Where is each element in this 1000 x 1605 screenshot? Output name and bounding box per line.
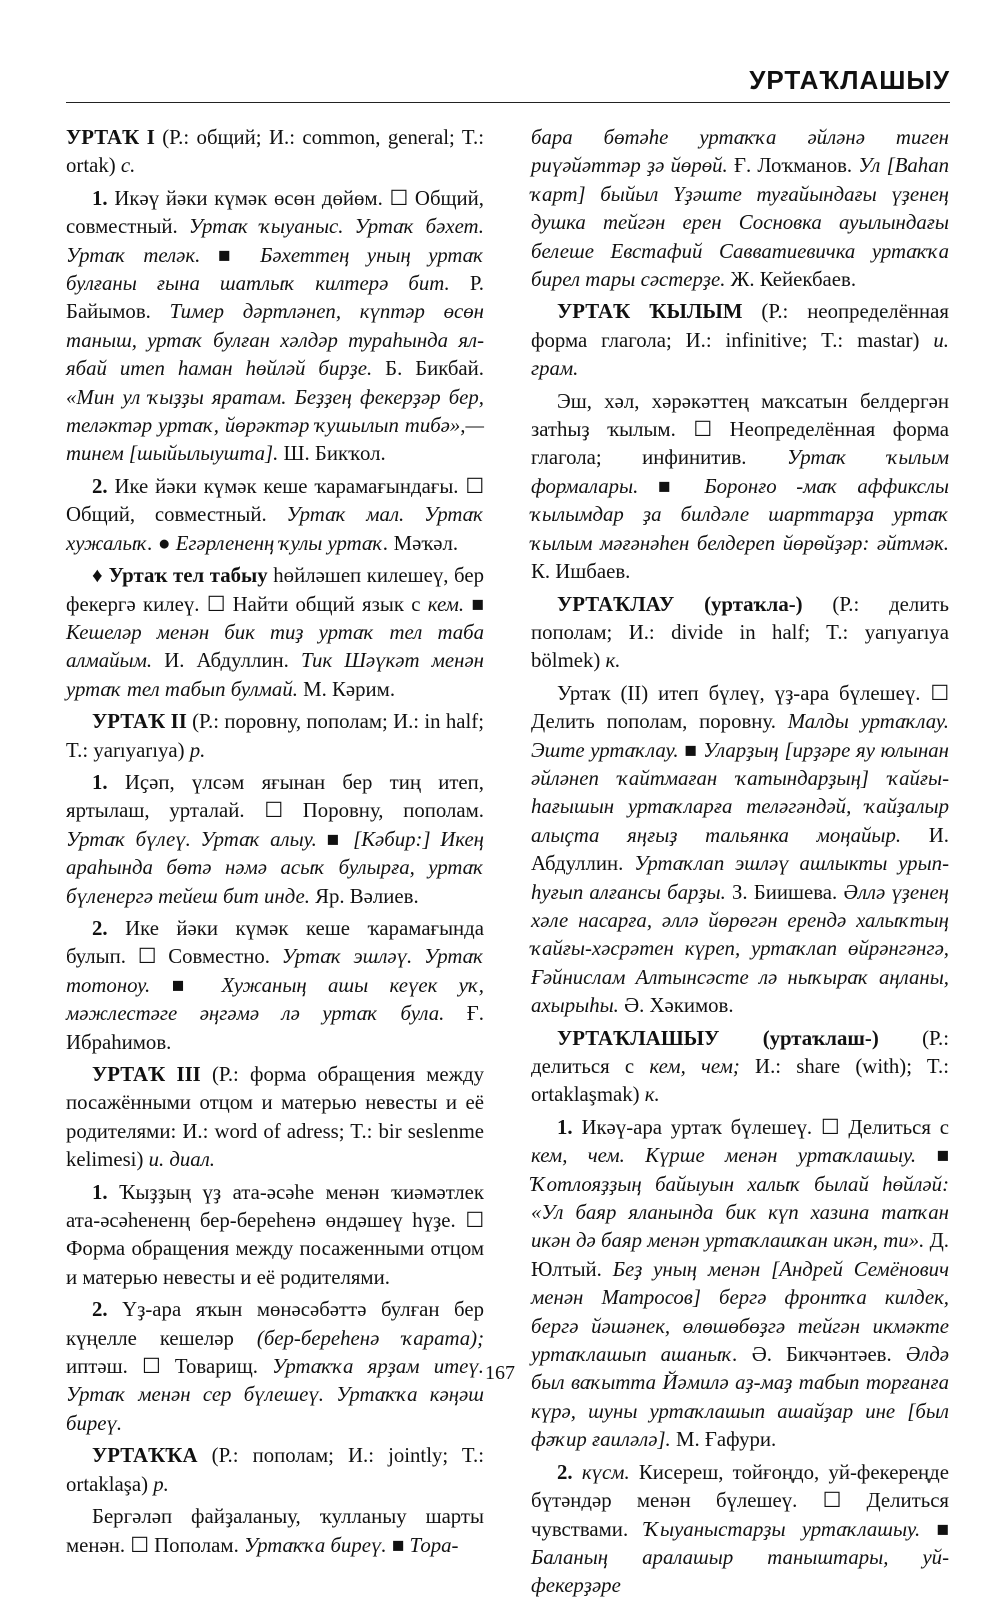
- entry-urtaq-qylym-definition: Эш, хәл, хәрәкәттең маҡсатын белдергән затһыҙ ҡылым. ☐ Неопределённая форма глагола; инфинитив. Уртаҡ ҡылым формалары. ■ Боронғо -маҡ аффикслы ҡылымдар ҙа билдәле шарттарҙа уртаҡ ҡылым мәғәнәһен белдереп йөрөйҙәр: әйтмәк. К. Ишбаев.: [531, 389, 949, 584]
- entry-urtaq-1-head: УРТАҠ I (Р.: общий; И.: common, general; T.: ortak) c.: [66, 126, 484, 178]
- entry-urtaq-2-sense-2: 2. Ике йәки күмәк кеше ҡарамағында булып. ☐ Совместно. Уртаҡ эшләү. Уртаҡ тотоноу. ■ Хужаның ашы кеүек уҡ, мәжлестәге әңгәмә лә уртаҡ була. Ғ. Ибраһимов.: [66, 916, 485, 1054]
- entry-urtaq-qylym-head: УРТАҠ ҠЫЛЫМ (Р.: неопределённая форма глагола; И.: infinitive; T.: mastar) и. грам.: [531, 300, 949, 381]
- entry-urtaqlashyu-head: УРТАҠЛАШЫУ (уртаҡлаш-) (Р.: делиться с кем, чем; И.: share (with); T.: ortaklaşmak) к.: [531, 1026, 949, 1107]
- entry-urtaqlashyu-sense-2: 2. күсм. Кисереш, тойғоңдо, уй-фекереңде бүтәндәр менән бүлешеү. ☐ Делиться чувствами. Ҡыуаныстарҙы уртаҡлашыу. ■ Баланың аралашыр таныштары, уй-фекерҙәре: [531, 1460, 949, 1598]
- entry-urtaq-1-sense-2: 2. Ике йәки күмәк кеше ҡарамағындағы. ☐ Общий, совместный. Уртаҡ мал. Уртаҡ хужалыҡ. ● Егәрлененң ҡулы уртаҡ. Мәҡәл.: [66, 474, 484, 555]
- entry-urtaqlau-definition: Уртаҡ (II) итеп бүлеү, үҙ-ара бүлешеү. ☐ Делить пополам, поровну. Малды уртаҡлау. Эште уртаҡлау. ■ Уларҙың [ирҙәре яу юлынан әйләнеп ҡайтмаған ҡатындарҙың] ҡайғы-һағышын уртаҡларға теләгәндәй, ҡайҙалыр алыҫта яңғыҙ тальянка моңайыр. И. Абдуллин. Уртаҡлап эшләү ашлыкты урып-һуғып алғансы барҙы. З. Биишева. Әллә үҙенең хәле насарға, әллә йөрөгән ерендә халыҡтың ҡайғы-хәсрәтен күреп, уртаҡлап өйрәнгәнгә, Ғәйнислам Алтынсәсте лә ныҡыраҡ аңланы, ахырыһы. Ә. Хәкимов.: [531, 681, 950, 1018]
- entry-urtaqqa-definition: Бергәләп файҙаланыу, ҡулланыу шарты менән. ☐ Пополам. Уртаҡҡа биреү. ■ Тора-: [66, 1505, 484, 1557]
- running-header: [66, 56, 950, 103]
- entry-urtaq-2-head: УРТАҠ II (Р.: поровну, пополам; И.: in half; T.: yarıyarıya) р.: [66, 710, 484, 762]
- entry-urtaqlau-head: УРТАҠЛАУ (уртаҡла-) (Р.: делить пополам; И.: divide in half; T.: yarıyarıya bölmek) к.: [531, 592, 949, 673]
- entry-urtaqqa-continuation: бара бөтәһе уртаҡҡа әйләнә тиген риүәйәттәр ҙә йөрөй. Ғ. Лоҡманов. Ул [Ваһап ҡарт] быйыл Үҙәште туғайындағы үҙенең душка тейгән ерен Сосновка ауылындағы белеше Евстафий Савватиевичка уртаҡҡа бирел тары сәстерҙе. Ж. Кейекбаев.: [531, 126, 949, 292]
- left-column: [66, 124, 484, 1564]
- entry-urtaqlashyu-sense-1: 1. Икәү-ара уртаҡ бүлешеү. ☐ Делиться с кем, чем. Күрше менән уртаҡлашыу. ■ Ҡотлояҙҙың байыуын халыҡ былай һөйләй: «Ул баяр яланында бик күп хазина тапҡан икән дә баяр менән уртаҡлашҡан икән, ти». Д. Юлтый. Беҙ уның менән [Андрей Семёнович менән Матросов] бергә фронтҡа килдек, бергә йәшәнек, өлөшөбөҙгә тейгән икмәкте уртаҡлашып ашаныҡ. Ә. Бикчәнтәев. Әлдә был ваҡытта Йәмилә аҙ-маҙ табып торғанға күрә, шуны уртаҡлашып ашайҙар ине [был фәҡир ғаиләлә]. М. Ғафури.: [531, 1115, 950, 1452]
- entry-urtaq-2-sense-1: 1. Иҫәп, үлсәм яғынан бер тиң итеп, яртылаш, урталай. ☐ Поровну, пополам. Уртаҡ бүлеү. Уртаҡ алыу. ■ [Кәбир:] Икең араһында бөтә нәмә асыҡ булырға, уртаҡ бүленергә тейеш бит инде. Яр. Вәлиев.: [66, 770, 484, 908]
- entry-urtaq-3-sense-2: 2. Үҙ-ара яҡын мөнәсәбәттә булған бер күңелле кешеләр (бер-береһенә ҡарата); иптәш. ☐ Товарищ. Уртаҡҡа ярҙам итеү. Уртаҡ менән сер бүлешеү. Уртаҡҡа кәңәш биреү.: [66, 1298, 484, 1435]
- entry-urtaqqa-head: УРТАҠҠА (Р.: пополам; И.: jointly; T.: ortaklaşa) р.: [66, 1444, 484, 1496]
- page-number: 167: [485, 1362, 515, 1384]
- entry-urtaq-3-head: УРТАҠ III (Р.: форма обращения между посажёнными отцом и матерью невесты и её родителями: И.: word of adress; T.: bir seslenme kelimesi) и. диал.: [66, 1063, 484, 1172]
- entry-urtaq-3-sense-1: 1. Ҡыҙҙың үҙ ата-әсәһе менән ҡиәмәтлек ата-әсәһененң бер-береһенә өндәшеү һүҙе. ☐ Форма обращения между посаженными отцом и матерью невесты и её родителями.: [66, 1180, 484, 1289]
- entry-urtaq-1-idiom: ♦ Уртаҡ тел табыу һөйләшеп килешеү, бер фекергә килеү. ☐ Найти общий язык с кем. ■ Кешеләр менән бик тиҙ уртаҡ тел таба алмайым. И. Абдуллин. Тик Шәүкәт менән уртаҡ тел табып булмай. М. Кәрим.: [66, 564, 485, 701]
- running-head-title: УРТАҠЛАШЫУ: [749, 65, 950, 95]
- entry-urtaq-1-sense-1: 1. Икәү йәки күмәк өсөн дөйөм. ☐ Общий, совместный. Уртаҡ ҡыуаныс. Уртаҡ бәхет. Уртаҡ теләк. ■ Бәхеттең уның уртаҡ булғаны ғына шатлыҡ килтерә бит. Р. Байымов. Тимер дәртләнеп, күптәр өсөн таныш, уртаҡ булған хәлдәр тураһында ял-ябай итеп һаман һөйләй бирҙе. Б. Бикбай. «Мин ул ҡыҙҙы яратам. Беҙҙең фекерҙәр бер, теләктәр уртаҡ, йөрәктәр ҡушылып тибә»,— тинем [шыйылыушта]. Ш. Бикҡол.: [66, 186, 484, 466]
